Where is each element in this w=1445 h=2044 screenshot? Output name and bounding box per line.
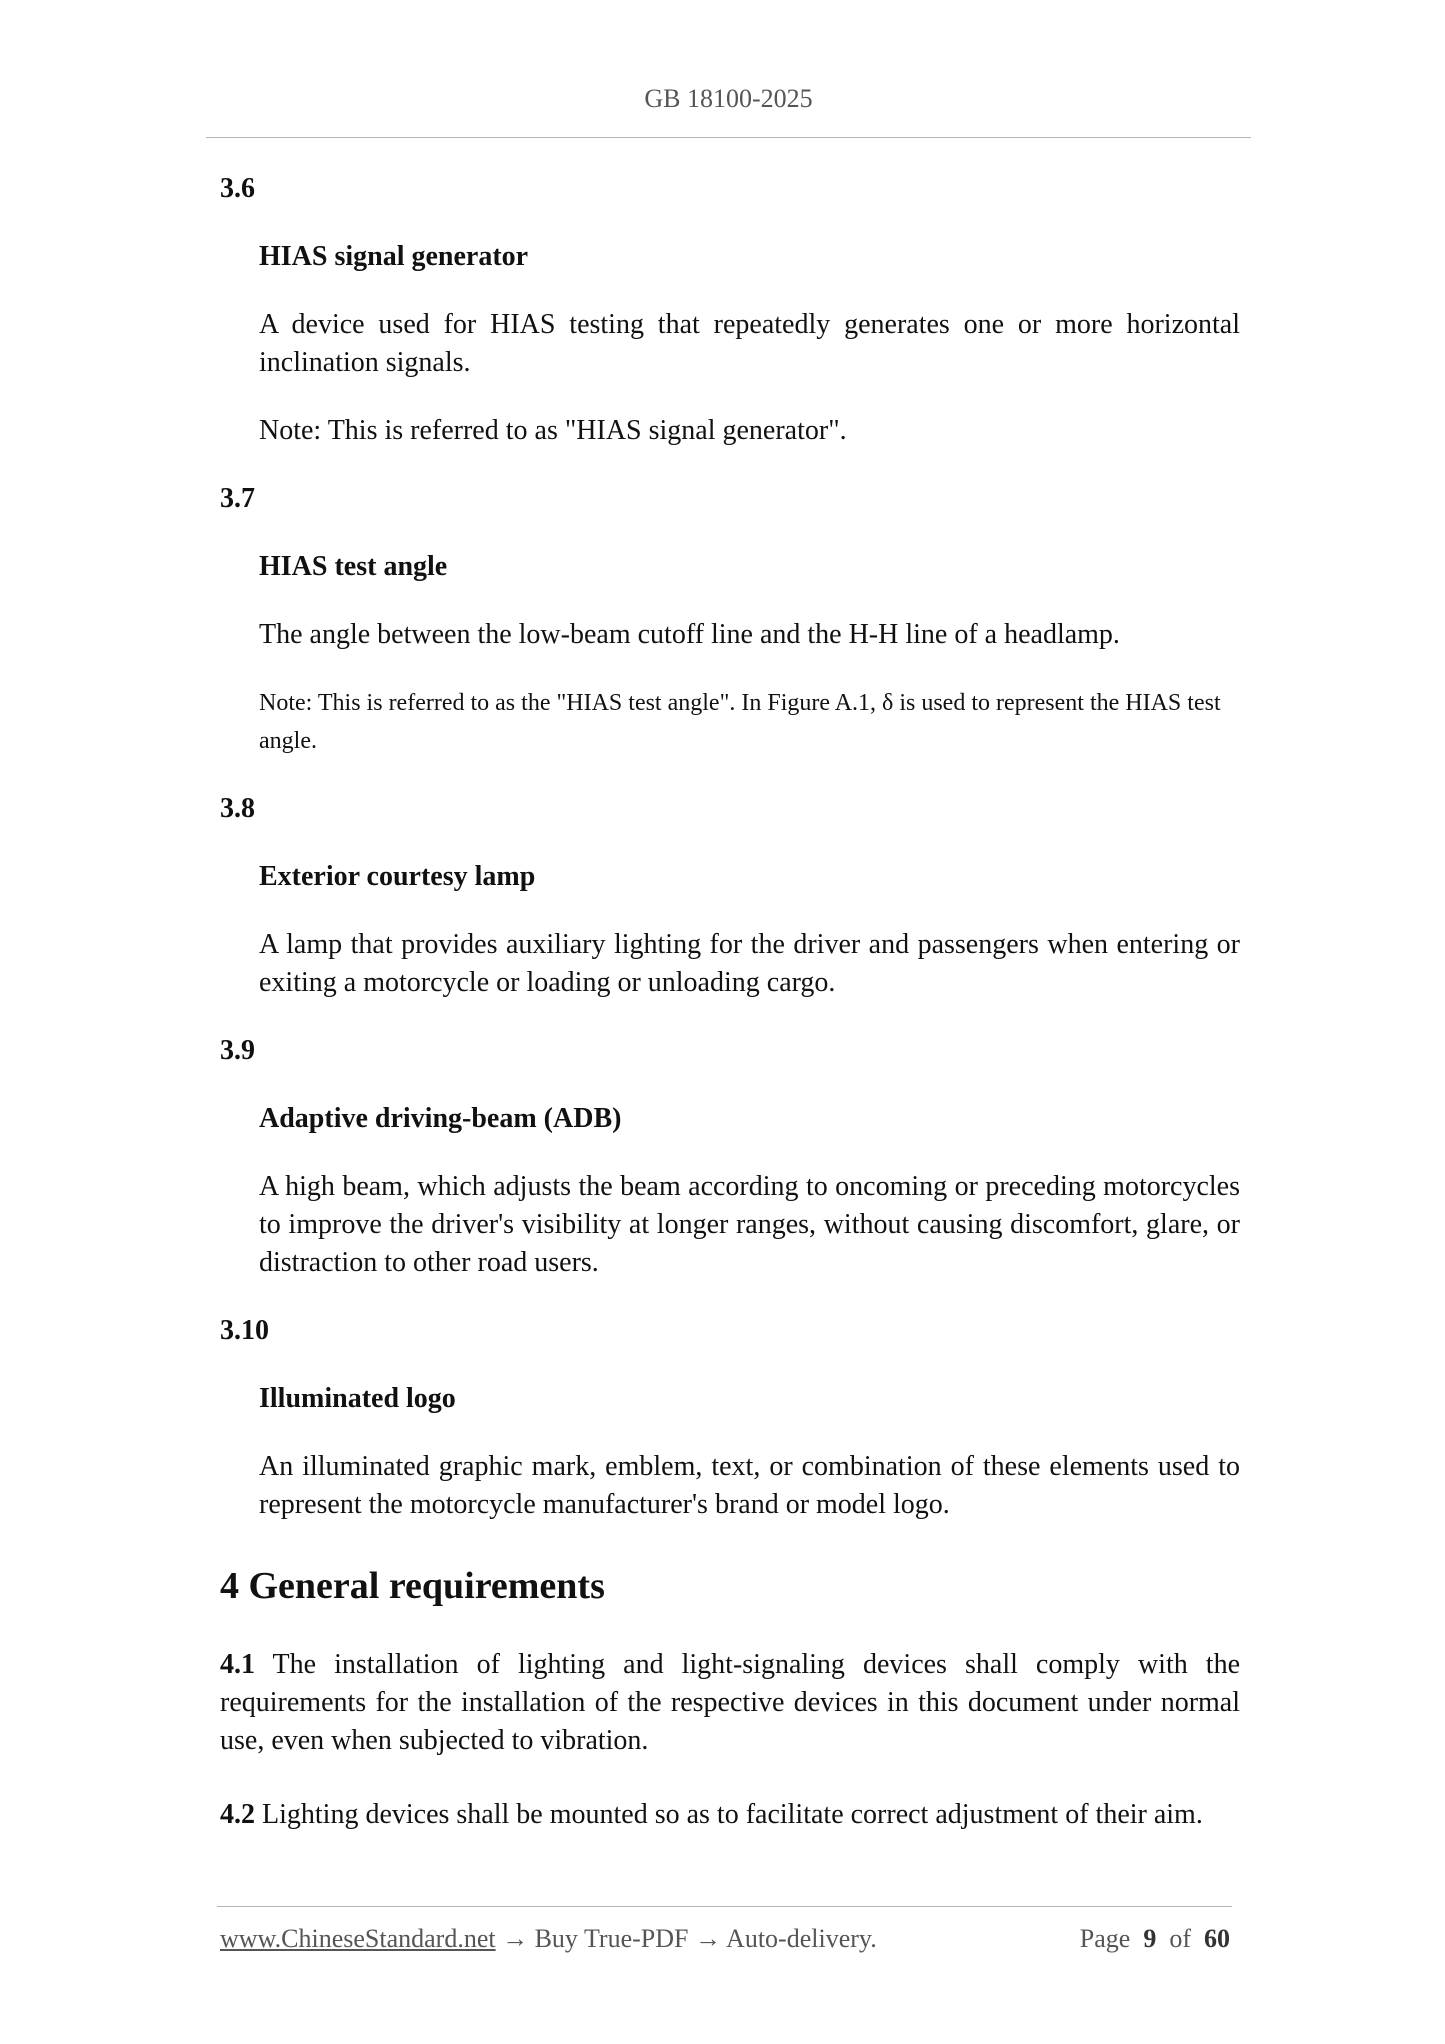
clause-number: 3.8 [220,793,255,824]
term-definition: An illuminated graphic mark, emblem, text, or combination of these elements used to represent the motorcycle manufacturer's brand or model logo. [259,1451,1240,1520]
page-content [220,170,1240,1834]
footer-divider [217,1906,1232,1907]
clause-3-6 [220,170,1240,450]
site-link[interactable]: www.ChineseStandard.net [220,1924,496,1953]
footer-tagline: → Buy True-PDF → Auto-delivery. [495,1924,877,1953]
clause-3-9 [220,1032,1240,1282]
requirement-4-1 [220,1646,1240,1760]
term-title: Adaptive driving-beam (ADB) [259,1103,622,1134]
clause-3-8 [220,790,1240,1002]
clause-3-10 [220,1312,1240,1524]
term-definition: A lamp that provides auxiliary lighting for the driver and passengers when entering or exiting a motorcycle or loading or unloading cargo. [259,929,1240,998]
clause-number: 3.6 [220,173,255,204]
section-title: 4 General requirements [220,1565,605,1607]
page-current: 9 [1143,1924,1157,1953]
term-title: HIAS test angle [259,551,448,582]
term-title: Exterior courtesy lamp [259,861,536,892]
header-divider [206,137,1251,138]
requirement-number: 4.2 [220,1799,255,1830]
footer-left [220,1924,877,1954]
term-note: Note: This is referred to as "HIAS signal generator". [259,415,847,446]
term-definition: The angle between the low-beam cutoff line and the H-H line of a headlamp. [259,619,1120,650]
requirement-text: Lighting devices shall be mounted so as to facilitate correct adjustment of their aim. [255,1799,1203,1830]
clause-3-7 [220,480,1240,760]
page-indicator [1080,1924,1230,1954]
term-title: Illuminated logo [259,1383,456,1414]
clause-number: 3.10 [220,1315,269,1346]
requirement-text: The installation of lighting and light-signaling devices shall comply with the requirements for the installation of the respective devices in this document under normal use, even when subjected to vibration. [220,1649,1240,1756]
requirement-4-2 [220,1796,1240,1834]
term-definition: A device used for HIAS testing that repeatedly generates one or more horizontal inclination signals. [259,309,1240,378]
term-note: Note: This is referred to as the "HIAS test angle". In Figure A.1, δ is used to represent the HIAS test angle. [259,690,1221,754]
page-of: of [1169,1924,1191,1953]
requirement-number: 4.1 [220,1649,255,1680]
term-title: HIAS signal generator [259,241,529,272]
document-header-id: GB 18100-2025 [644,84,813,113]
page-label: Page [1079,1924,1131,1953]
clause-number: 3.7 [220,483,255,514]
page-total: 60 [1204,1924,1230,1953]
clause-number: 3.9 [220,1035,255,1066]
term-definition: A high beam, which adjusts the beam according to oncoming or preceding motorcycles to improve the driver's visibility at longer ranges, without causing discomfort, glare, or distraction to other road users. [259,1171,1240,1278]
